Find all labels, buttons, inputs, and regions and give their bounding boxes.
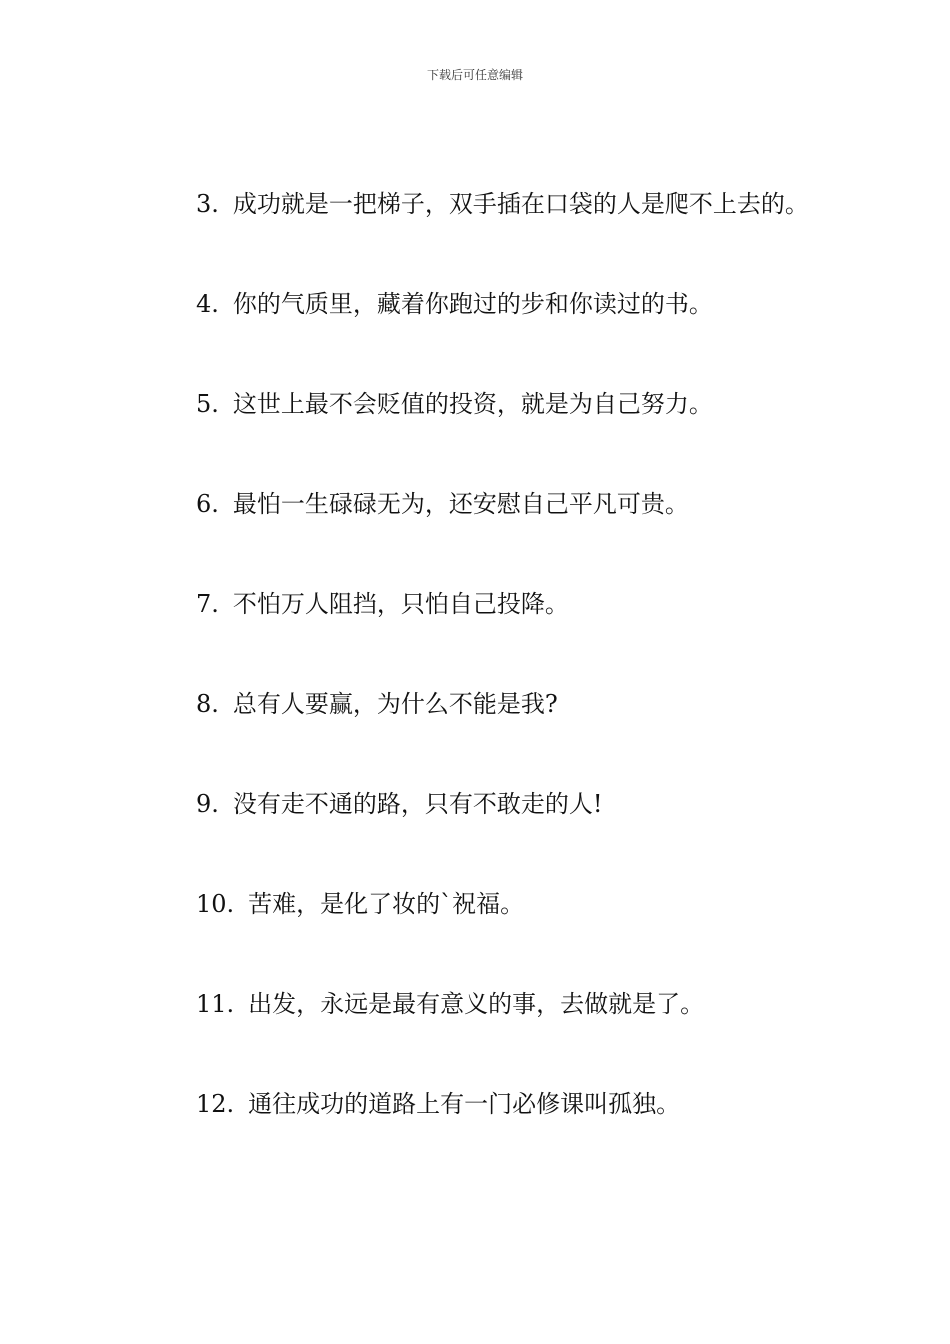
item-text: 最怕一生碌碌无为，还安慰自己平凡可贵。 [232,490,689,518]
item-text: 出发，永远是最有意义的事，去做就是了。 [248,990,705,1018]
list-item [145,980,810,1028]
item-number: 6. [196,490,219,518]
list-item [145,480,810,528]
list-item [145,580,810,628]
item-text: 成功就是一把梯子，双手插在口袋的人是爬不上去的。 [232,190,809,218]
item-text: 没有走不通的路，只有不敢走的人! [232,790,603,818]
list-item [145,680,810,728]
item-text: 这世上最不会贬值的投资，就是为自己努力。 [232,390,713,418]
item-text: 苦难，是化了妆的`祝福。 [248,890,525,918]
list-item [145,280,810,328]
item-number: 8. [196,690,219,718]
list-item [145,180,810,228]
item-text: 通往成功的道路上有一门必修课叫孤独。 [248,1090,681,1118]
item-text: 你的气质里，藏着你跑过的步和你读过的书。 [232,290,713,318]
document-body [145,180,810,1180]
list-item [145,1080,810,1128]
item-number: 7. [196,590,219,618]
item-number: 5. [196,390,219,418]
list-item [145,780,810,828]
list-item [145,380,810,428]
item-number: 9. [196,790,219,818]
list-item [145,880,810,928]
page-header: 下载后可任意编辑 [426,68,523,82]
item-number: 10. [196,890,235,918]
item-text: 总有人要赢，为什么不能是我? [232,690,558,718]
item-text: 不怕万人阻挡，只怕自己投降。 [232,590,569,618]
item-number: 3. [196,190,219,218]
item-number: 4. [196,290,219,318]
item-number: 11. [196,990,235,1018]
item-number: 12. [196,1090,235,1118]
